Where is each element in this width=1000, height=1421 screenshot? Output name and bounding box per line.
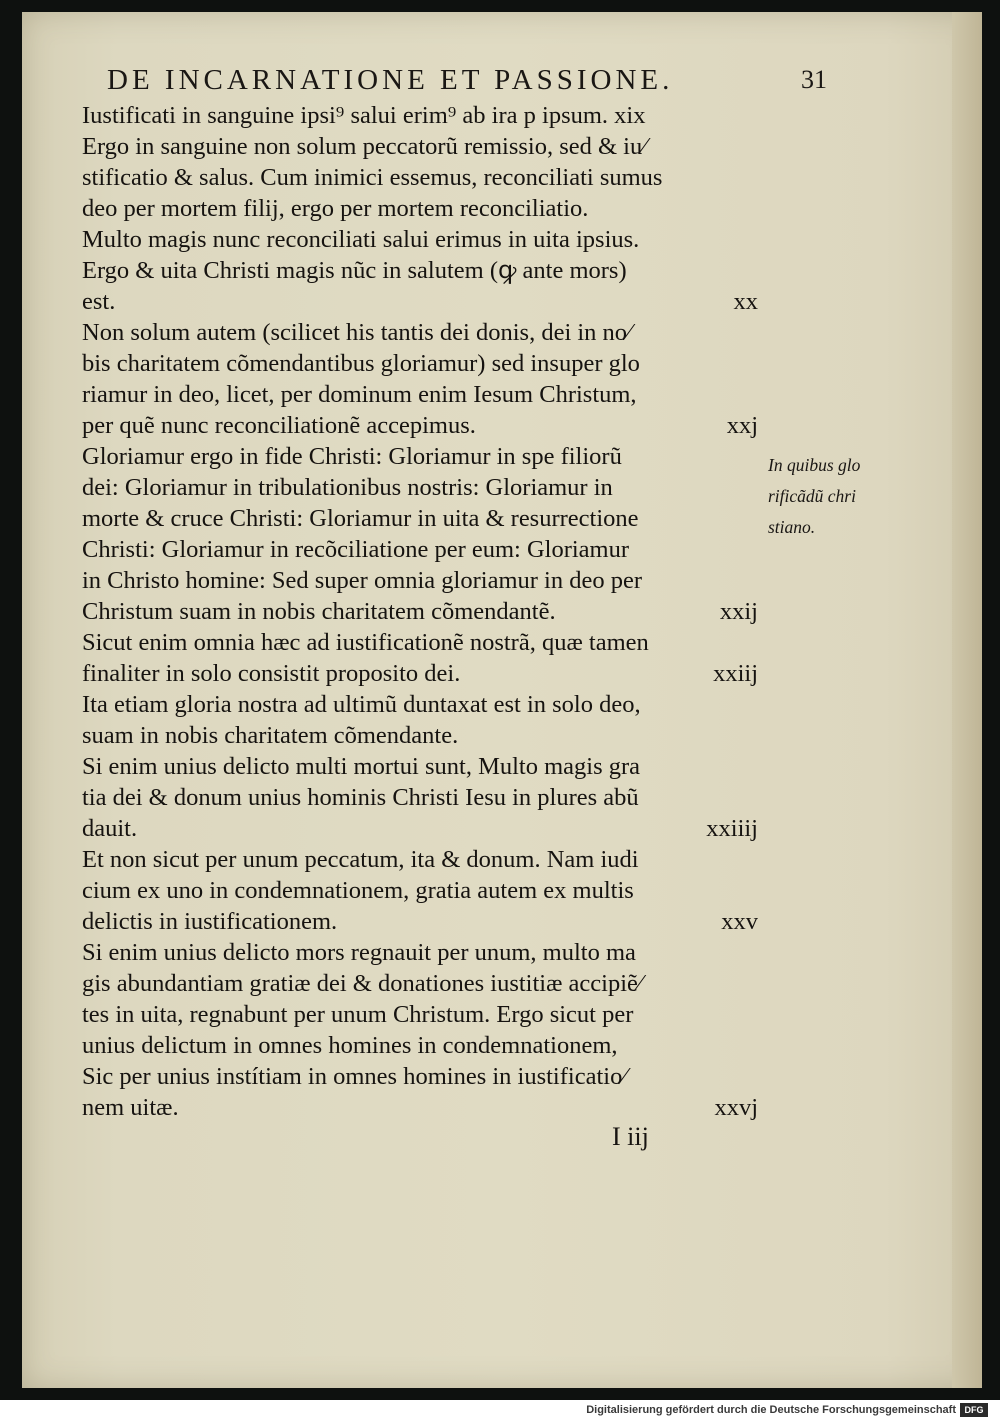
body-text xyxy=(82,100,762,1123)
text-line: Sic per unius instítiam in omnes homines in iustificatio⁄ xyxy=(82,1063,627,1090)
text-line: Christi: Gloriamur in recõciliatione per eum: Gloriamur xyxy=(82,536,630,563)
text-line-with-verse xyxy=(82,410,762,441)
digitization-footer xyxy=(0,1400,1000,1421)
page-edge xyxy=(952,12,982,1388)
margin-note-line: rificãdũ chri xyxy=(768,486,856,506)
text-line: Gloriamur ergo in fide Christi: Gloriamur in spe filiorũ xyxy=(82,443,622,470)
verse-number: xxiiij xyxy=(706,815,758,842)
line-text: nem uitæ. xyxy=(82,1094,179,1121)
text-line: Ergo & uita Christi magis nũc in salutem (ꝙ ante mors) xyxy=(82,257,627,284)
verse-number: xxvj xyxy=(714,1094,758,1121)
verse-number: xxv xyxy=(721,908,758,935)
verse-number: xxj xyxy=(726,412,758,439)
signature-mark: I iij xyxy=(612,1122,649,1151)
text-line: in Christo homine: Sed super omnia gloriamur in deo per xyxy=(82,567,643,594)
text-line-with-verse xyxy=(82,286,762,317)
dfg-logo: DFG xyxy=(960,1403,988,1417)
margin-note-line: stiano. xyxy=(768,517,816,537)
text-line: Ergo in sanguine non solum peccatorũ remissio, sed & iu⁄ xyxy=(82,133,647,160)
text-line: bis charitatem cõmendantibus gloriamur) sed insuper glo xyxy=(82,350,640,377)
text-line: cium ex uno in condemnationem, gratia autem ex multis xyxy=(82,877,634,904)
text-line: dei: Gloriamur in tribulationibus nostris: Gloriamur in xyxy=(82,474,613,501)
running-header xyxy=(107,62,827,98)
text-line: Iustificati in sanguine ipsi⁹ salui erim⁹ ab ira p ipsum. xix xyxy=(82,102,646,129)
line-text: finaliter in solo consistit proposito dei. xyxy=(82,660,461,687)
text-line: gis abundantiam gratiæ dei & donationes iustitiæ accipiẽ⁄ xyxy=(82,970,642,997)
text-line: unius delictum in omnes homines in condemnationem, xyxy=(82,1032,618,1059)
verse-number: xxij xyxy=(719,598,758,625)
text-line: Si enim unius delicto mors regnauit per unum, multo ma xyxy=(82,939,636,966)
text-line-with-verse xyxy=(82,906,762,937)
line-text: per quẽ nunc reconciliationẽ accepimus. xyxy=(82,412,476,439)
verse-number: xxiij xyxy=(713,660,758,687)
text-line: Ita etiam gloria nostra ad ultimũ duntaxat est in solo deo, xyxy=(82,691,641,718)
text-line-with-verse xyxy=(82,1092,762,1123)
text-line: deo per mortem filij, ergo per mortem reconciliatio. xyxy=(82,195,589,222)
line-text: delictis in iustificationem. xyxy=(82,908,338,935)
text-line: Sicut enim omnia hæc ad iustificationẽ nostrã, quæ tamen xyxy=(82,629,649,656)
text-line: Si enim unius delicto multi mortui sunt, Multo magis gra xyxy=(82,753,641,780)
marginal-note xyxy=(768,450,888,543)
text-line: Et non sicut per unum peccatum, ita & donum. Nam iudi xyxy=(82,846,639,873)
running-title: DE INCARNATIONE ET PASSIONE. xyxy=(107,63,674,96)
text-line: Non solum autem (scilicet his tantis dei donis, dei in no⁄ xyxy=(82,319,632,346)
margin-note-line: In quibus glo xyxy=(768,455,861,475)
text-line: riamur in deo, licet, per dominum enim Iesum Christum, xyxy=(82,381,637,408)
text-line: tes in uita, regnabunt per unum Christum. Ergo sicut per xyxy=(82,1001,634,1028)
text-line: suam in nobis charitatem cõmendante. xyxy=(82,722,459,749)
text-line: Multo magis nunc reconciliati salui erimus in uita ipsius. xyxy=(82,226,640,253)
text-line: stificatio & salus. Cum inimici essemus, reconciliati sumus xyxy=(82,164,663,191)
verse-number: xx xyxy=(733,288,758,315)
line-text: est. xyxy=(82,288,116,315)
text-line-with-verse xyxy=(82,596,762,627)
text-line: morte & cruce Christi: Gloriamur in uita & resurrectione xyxy=(82,505,639,532)
folio-number: 31 xyxy=(801,65,827,94)
funding-notice: Digitalisierung gefördert durch die Deutsche Forschungsgemeinschaft xyxy=(586,1404,956,1416)
line-text: dauit. xyxy=(82,815,138,842)
line-text: Christum suam in nobis charitatem cõmendantẽ. xyxy=(82,598,556,625)
text-line: tia dei & donum unius hominis Christi Iesu in plures abũ xyxy=(82,784,639,811)
text-line-with-verse xyxy=(82,658,762,689)
text-line-with-verse xyxy=(82,813,762,844)
